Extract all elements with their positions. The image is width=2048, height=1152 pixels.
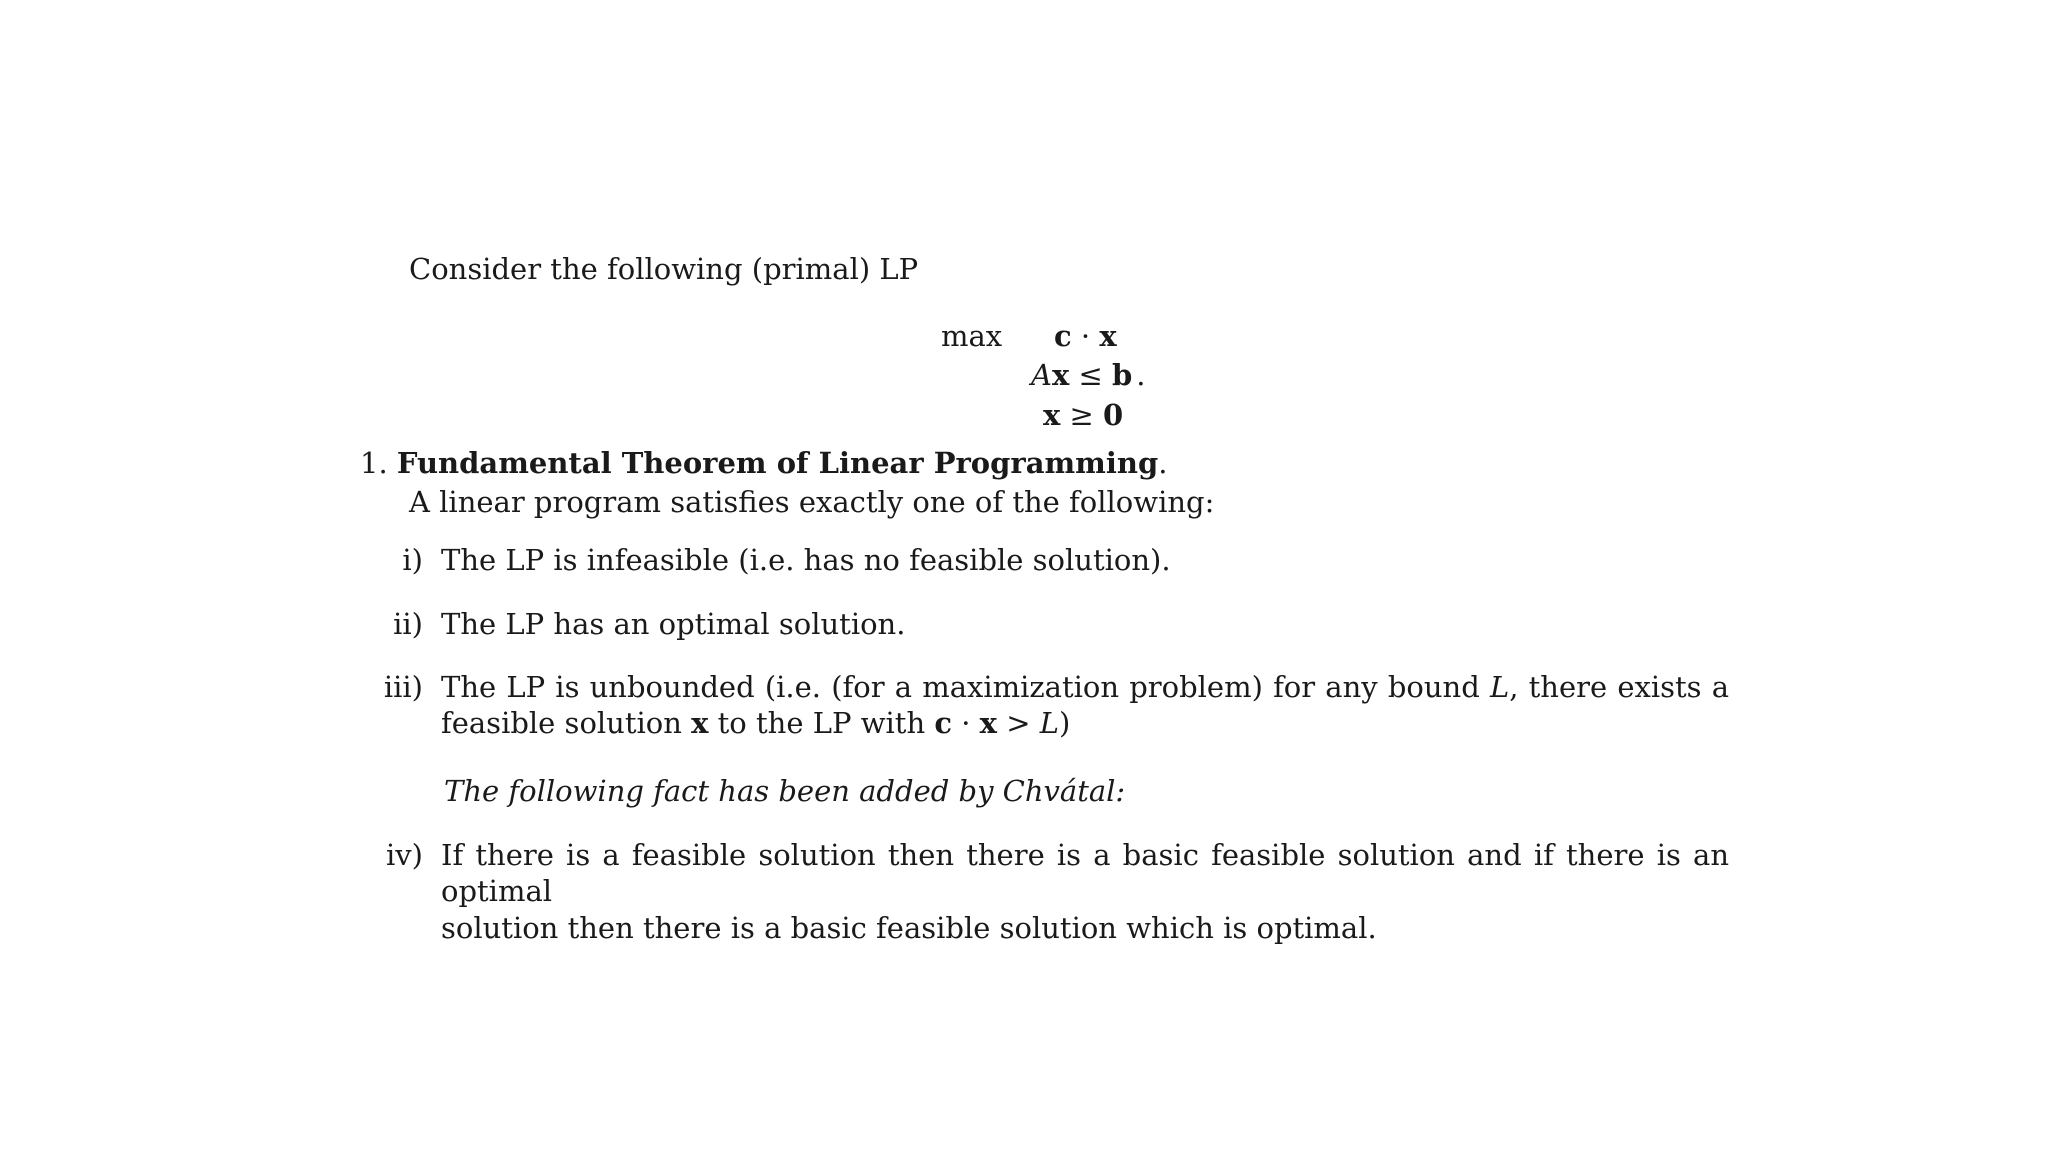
gt-operator: > bbox=[1006, 706, 1031, 741]
chvatal-note: The following fact has been added by Chvátal: bbox=[444, 774, 1126, 808]
item-text-i: The LP is infeasible (i.e. has no feasible solution). bbox=[441, 543, 1171, 577]
theorem-title: Fundamental Theorem of Linear Programming bbox=[396, 446, 1159, 480]
vector-x: x bbox=[1051, 358, 1070, 392]
theorem-lead: A linear program satisfies exactly one of the following: bbox=[409, 485, 1215, 519]
item-iii-line-2: feasible solution x to the LP with c · x > L) bbox=[441, 706, 1071, 741]
item-label-iv: iv) bbox=[386, 838, 423, 872]
lp-objective bbox=[1054, 318, 1117, 354]
dot-operator: · bbox=[961, 706, 971, 741]
geq-operator: ≥ bbox=[1069, 398, 1094, 432]
vector-x: x bbox=[1043, 398, 1061, 432]
bound-l: L bbox=[1039, 706, 1059, 741]
vector-c: c bbox=[934, 706, 953, 741]
lp-max-label: max bbox=[941, 319, 1003, 353]
item-iii-line-1: The LP is unbounded (i.e. (for a maximization problem) for any bound L, there exists a bbox=[441, 670, 1729, 704]
item-iv-line-1: If there is a feasible solution then there is a basic feasible solution and if there is an optimal bbox=[441, 838, 1729, 909]
zero-vector: 0 bbox=[1103, 398, 1124, 432]
item-iv-line-2: solution then there is a basic feasible solution which is optimal. bbox=[441, 910, 1377, 945]
lp-nonnegativity bbox=[1043, 397, 1123, 433]
vector-x: x bbox=[1099, 319, 1117, 353]
dot-operator: · bbox=[1080, 319, 1091, 353]
item-text-ii: The LP has an optimal solution. bbox=[441, 607, 906, 641]
vector-c: c bbox=[1054, 319, 1072, 353]
item-label-ii: ii) bbox=[393, 607, 423, 641]
theorem-title-period: . bbox=[1158, 446, 1168, 480]
vector-x: x bbox=[691, 706, 709, 741]
item-text-iii bbox=[441, 669, 1729, 742]
vector-x: x bbox=[979, 706, 997, 741]
intro-text: Consider the following (primal) LP bbox=[409, 252, 919, 286]
matrix-a: A bbox=[1031, 358, 1052, 392]
item-label-i: i) bbox=[402, 543, 423, 577]
leq-operator: ≤ bbox=[1078, 358, 1103, 392]
constraint-period: . bbox=[1136, 358, 1146, 392]
vector-b: b bbox=[1112, 358, 1133, 392]
theorem-heading bbox=[360, 445, 1167, 481]
theorem-number: 1. bbox=[360, 446, 388, 480]
lp-constraint bbox=[1031, 357, 1146, 393]
item-label-iii: iii) bbox=[383, 670, 423, 704]
item-text-iv bbox=[441, 837, 1729, 946]
bound-l: L bbox=[1489, 670, 1510, 704]
